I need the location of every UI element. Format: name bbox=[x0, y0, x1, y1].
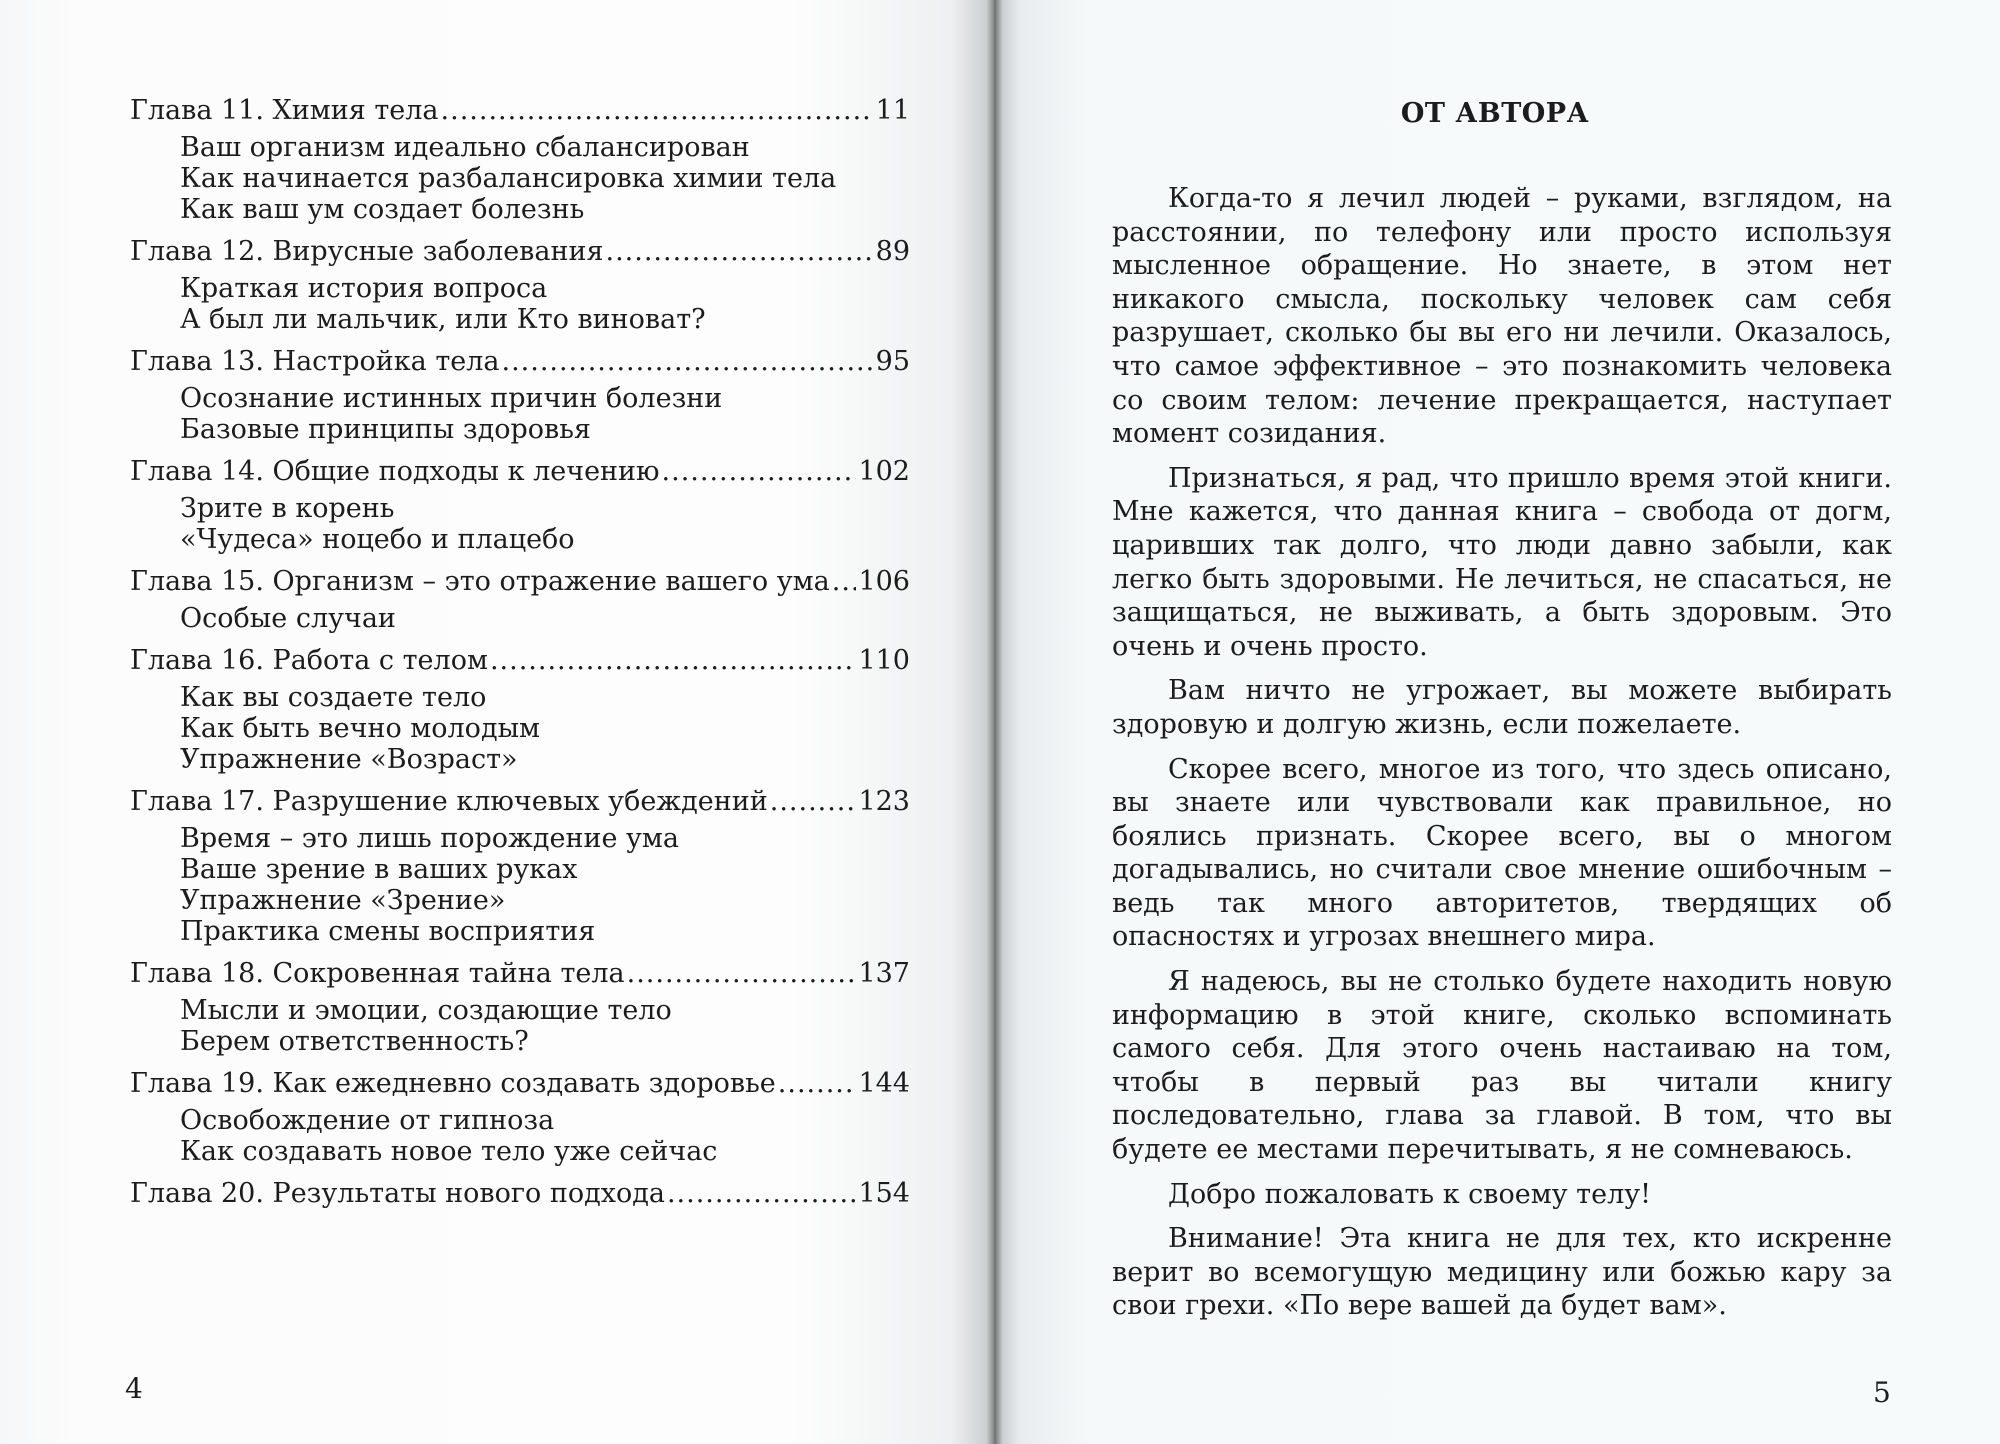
toc-subsections bbox=[130, 383, 910, 445]
toc-chapter-title: Глава 18. Сокровенная тайна тела bbox=[130, 958, 625, 989]
toc-chapter-title: Глава 15. Организм – это отражение вашего ума bbox=[130, 566, 830, 597]
toc-subsection: Базовые принципы здоровья bbox=[180, 414, 591, 445]
toc-chapter-line bbox=[130, 1065, 910, 1103]
toc-subsections bbox=[130, 132, 910, 225]
toc-subsections bbox=[130, 493, 910, 555]
toc-dot-leader bbox=[778, 1065, 857, 1103]
toc-subsection: Как начинается разбалансировка химии тела bbox=[180, 163, 837, 194]
toc-subsection: Как вы создаете тело bbox=[180, 682, 487, 713]
toc-chapter-line bbox=[130, 453, 910, 491]
paragraph: Скорее всего, многое из того, что здесь описано, вы знаете или чувствовали как правильное, но боялись признать. Скорее всего, вы о многом догадывались, но считали свое мнение ошибочным – ведь так много авторитетов, твердящих об опасностях и угрозах внешнего мира. bbox=[1112, 753, 1892, 953]
toc-entry bbox=[130, 343, 910, 445]
page-number-left: 4 bbox=[125, 1372, 143, 1405]
toc-subsection: Осознание истинных причин болезни bbox=[180, 383, 723, 414]
toc-entry bbox=[130, 92, 910, 225]
toc-chapter-title: Глава 11. Химия тела bbox=[130, 95, 439, 126]
toc-dot-leader bbox=[832, 563, 857, 601]
toc-dot-leader bbox=[490, 642, 857, 680]
toc-page-number: 144 bbox=[858, 1068, 910, 1099]
toc-subsections bbox=[130, 273, 910, 335]
toc-subsection: Ваше зрение в ваших руках bbox=[180, 854, 578, 885]
page-number-right: 5 bbox=[1873, 1376, 1891, 1409]
toc-subsections bbox=[130, 682, 910, 775]
toc-subsection: Как ваш ум создает болезнь bbox=[180, 194, 585, 225]
paragraph: Внимание! Эта книга не для тех, кто искренне верит во всемогущую медицину или божью кару за свои грехи. «По вере вашей да будет вам». bbox=[1112, 1223, 1892, 1322]
toc-subsection: Мысли и эмоции, создающие тело bbox=[180, 995, 672, 1026]
toc-dot-leader bbox=[501, 343, 873, 381]
toc-entry bbox=[130, 453, 910, 555]
toc-dot-leader bbox=[627, 955, 857, 993]
toc-subsection: Зрите в корень bbox=[180, 493, 395, 524]
toc-chapter-line bbox=[130, 1175, 910, 1213]
toc-dot-leader bbox=[667, 1175, 857, 1213]
toc-page-number: 123 bbox=[858, 786, 910, 817]
toc-page-number: 110 bbox=[858, 645, 910, 676]
toc-chapter-line bbox=[130, 955, 910, 993]
toc-subsections bbox=[130, 1105, 910, 1167]
toc-page-number: 11 bbox=[875, 95, 910, 126]
toc-dot-leader bbox=[662, 453, 857, 491]
left-page bbox=[0, 0, 990, 1444]
toc-subsections bbox=[130, 823, 910, 947]
toc-chapter-title: Глава 16. Работа с телом bbox=[130, 645, 488, 676]
toc-page-number: 89 bbox=[875, 236, 910, 267]
toc-subsection: Практика смены восприятия bbox=[180, 916, 596, 947]
toc-dot-leader bbox=[770, 783, 857, 821]
toc-page-number: 154 bbox=[858, 1178, 910, 1209]
book-gutter bbox=[986, 0, 1002, 1444]
toc-subsection: Краткая история вопроса bbox=[180, 273, 548, 304]
toc-subsection: Как быть вечно молодым bbox=[180, 713, 541, 744]
toc-entry bbox=[130, 563, 910, 634]
toc-chapter-title: Глава 12. Вирусные заболевания bbox=[130, 236, 604, 267]
toc-subsection: Как создавать новое тело уже сейчас bbox=[180, 1136, 718, 1167]
paragraph: Признаться, я рад, что пришло время этой книги. Мне кажется, что данная книга – свобода от догм, царивших так долго, что люди давно забыли, как легко быть здоровыми. Не лечиться, не спасаться, не защищаться, не выживать, а быть здоровым. Это очень и очень просто. bbox=[1112, 462, 1892, 662]
toc-chapter-line bbox=[130, 92, 910, 130]
toc-chapter-line bbox=[130, 783, 910, 821]
paragraph: Когда-то я лечил людей – руками, взглядом, на расстоянии, по телефону или просто используя мысленное обращение. Но знаете, в этом нет никакого смысла, поскольку человек сам себя разрушает, сколько бы вы его ни лечили. Оказалось, что самое эффективное – это познакомить человека со своим телом: лечение прекращается, наступает момент созидания. bbox=[1112, 183, 1892, 450]
toc-dot-leader bbox=[606, 233, 874, 271]
toc-entry bbox=[130, 955, 910, 1057]
toc-chapter-title: Глава 14. Общие подходы к лечению bbox=[130, 456, 660, 487]
table-of-contents bbox=[130, 92, 910, 1221]
toc-subsection: Особые случаи bbox=[180, 603, 396, 634]
paragraph: Добро пожаловать к своему телу! bbox=[1168, 1178, 1651, 1210]
toc-chapter-line bbox=[130, 563, 910, 601]
toc-subsection: «Чудеса» ноцебо и плацебо bbox=[180, 524, 575, 555]
toc-page-number: 102 bbox=[858, 456, 910, 487]
toc-subsection: А был ли мальчик, или Кто виноват? bbox=[180, 304, 706, 335]
toc-chapter-title: Глава 19. Как ежедневно создавать здоровье bbox=[130, 1068, 776, 1099]
toc-page-number: 95 bbox=[875, 346, 910, 377]
toc-entry bbox=[130, 233, 910, 335]
toc-subsection: Время – это лишь порождение ума bbox=[180, 823, 679, 854]
paragraph: Вам ничто не угрожает, вы можете выбирать здоровую и долгую жизнь, если пожелаете. bbox=[1112, 675, 1892, 740]
toc-chapter-title: Глава 20. Результаты нового подхода bbox=[130, 1178, 665, 1209]
toc-entry bbox=[130, 1175, 910, 1213]
section-title: ОТ АВТОРА bbox=[1400, 98, 1590, 129]
toc-subsection: Берем ответственность? bbox=[180, 1026, 529, 1057]
toc-chapter-line bbox=[130, 233, 910, 271]
toc-subsection: Упражнение «Возраст» bbox=[180, 744, 518, 775]
toc-dot-leader bbox=[441, 92, 874, 130]
toc-entry bbox=[130, 1065, 910, 1167]
body-text bbox=[1112, 182, 1892, 1334]
toc-chapter-line bbox=[130, 343, 910, 381]
toc-subsections bbox=[130, 995, 910, 1057]
toc-subsection: Упражнение «Зрение» bbox=[180, 885, 506, 916]
toc-page-number: 106 bbox=[858, 566, 910, 597]
toc-entry bbox=[130, 642, 910, 775]
paragraph: Я надеюсь, вы не столько будете находить новую информацию в этой книге, сколько вспоминать самого себя. Для этого очень настаиваю на том, чтобы в первый раз вы читали книгу последовательно, глава за главой. В том, что вы будете ее местами перечитывать, я не сомневаюсь. bbox=[1112, 966, 1892, 1166]
toc-subsections bbox=[130, 603, 910, 634]
toc-page-number: 137 bbox=[858, 958, 910, 989]
toc-chapter-title: Глава 13. Настройка тела bbox=[130, 346, 500, 377]
right-page bbox=[990, 0, 2000, 1444]
toc-chapter-title: Глава 17. Разрушение ключевых убеждений bbox=[130, 786, 768, 817]
toc-entry bbox=[130, 783, 910, 947]
toc-subsection: Освобождение от гипноза bbox=[180, 1105, 555, 1136]
toc-chapter-line bbox=[130, 642, 910, 680]
toc-subsection: Ваш организм идеально сбалансирован bbox=[180, 132, 750, 163]
